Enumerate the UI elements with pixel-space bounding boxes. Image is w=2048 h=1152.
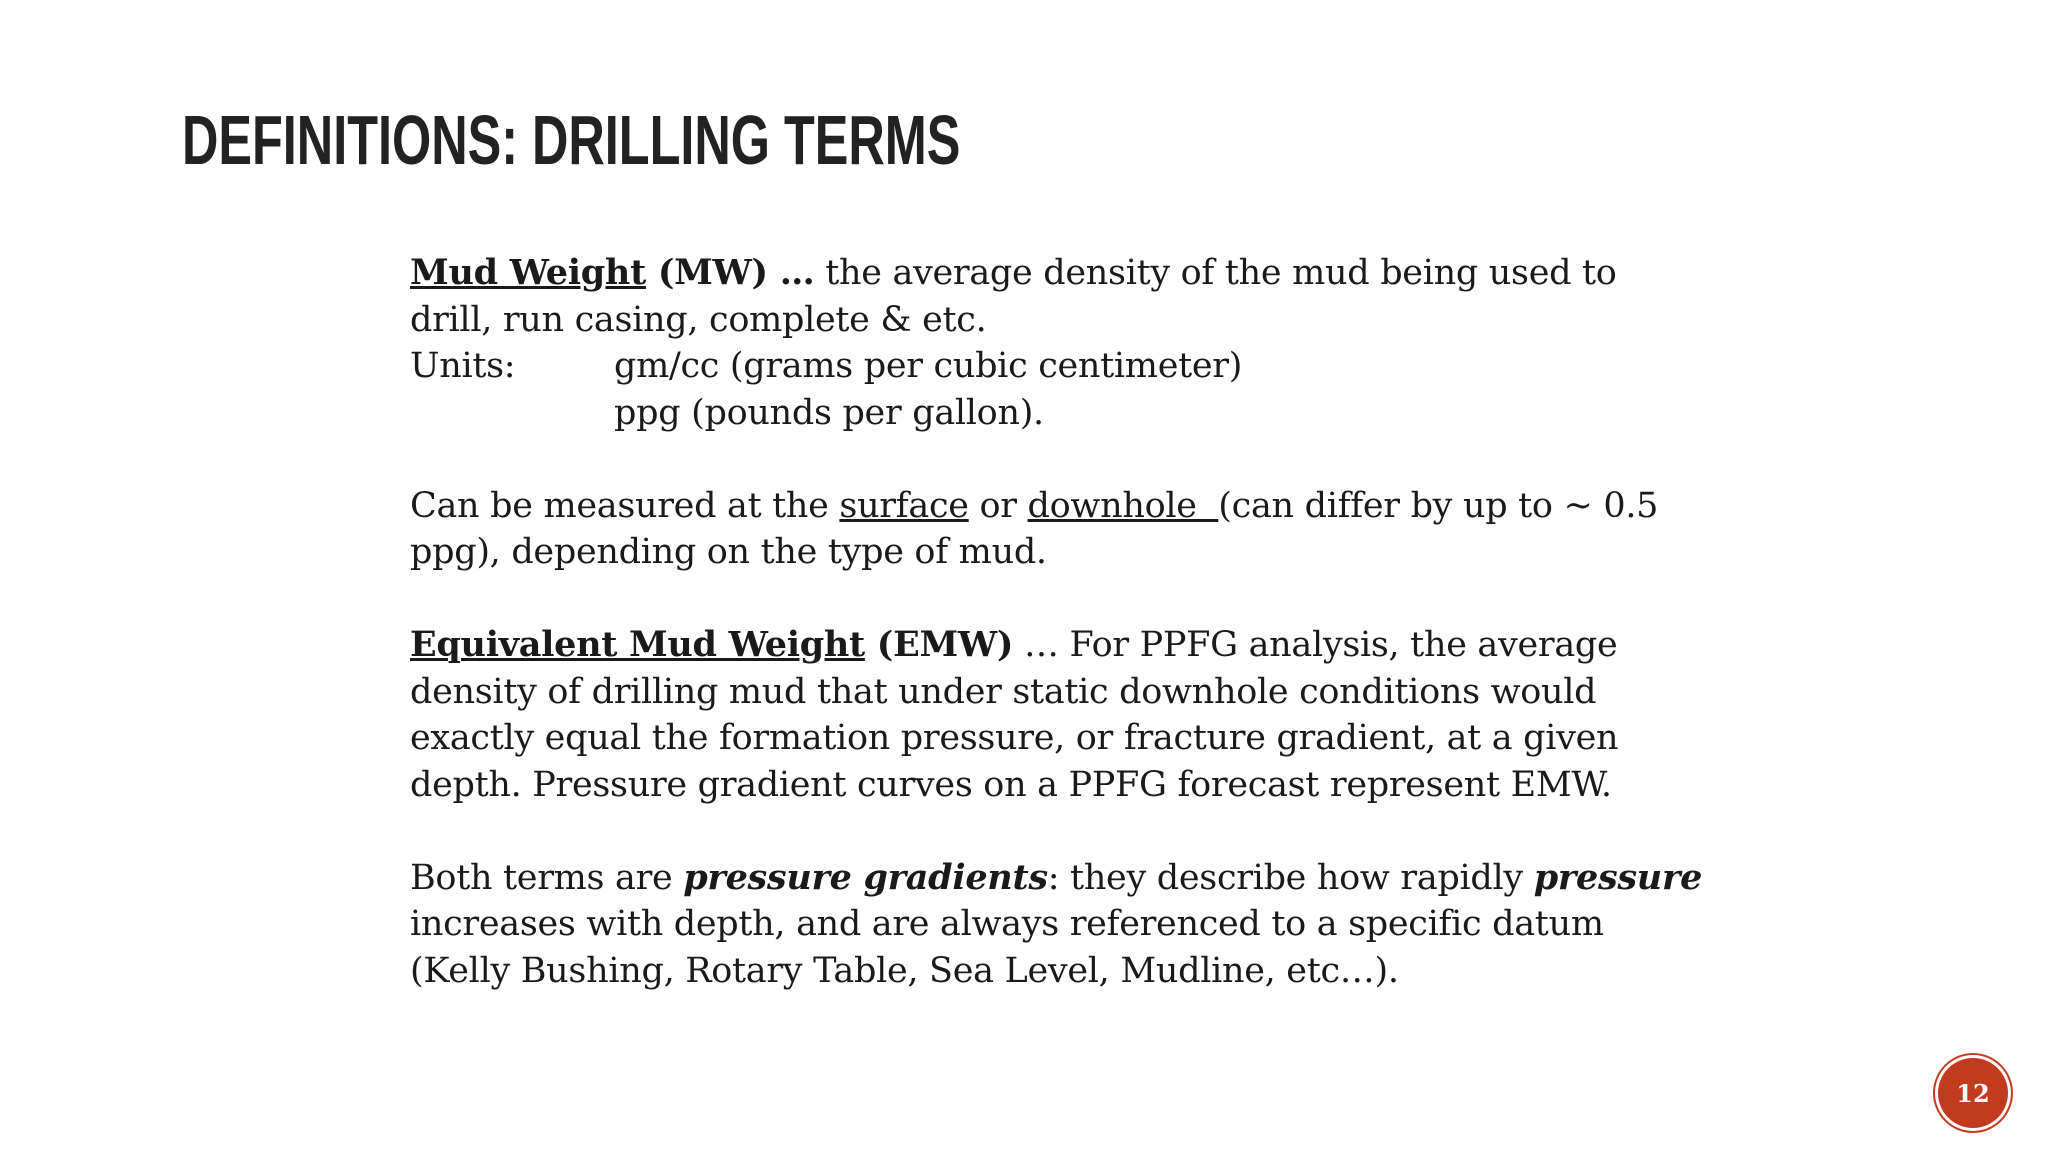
both-terms-text-b: : they describe how rapidly bbox=[1047, 857, 1534, 898]
measurement-line-2: ppg), depending on the type of mud. bbox=[410, 532, 1047, 572]
units-line-1 bbox=[410, 343, 1710, 390]
emw-line-1 bbox=[410, 622, 1710, 669]
emw-line-2: density of drilling mud that under static downhole conditions would bbox=[410, 671, 1597, 712]
page-number: 12 bbox=[1956, 1078, 1990, 1108]
emw-line-3: exactly equal the formation pressure, or fracture gradient, at a given bbox=[410, 718, 1619, 758]
emw-definition bbox=[410, 622, 1710, 808]
units-line-2 bbox=[410, 390, 1710, 437]
slide-title: DEFINITIONS: DRILLING TERMS bbox=[182, 101, 961, 179]
both-terms-line-3: (Kelly Bushing, Rotary Table, Sea Level, Mudline, etc…). bbox=[410, 950, 1399, 991]
measurement-line-1 bbox=[410, 483, 1710, 530]
emw-abbr: (EMW) bbox=[864, 624, 1014, 665]
pressure-term: pressure bbox=[1533, 856, 1703, 898]
measurement-text-b: (can differ by up to ~ 0.5 bbox=[1218, 485, 1659, 526]
mud-weight-term: Mud Weight bbox=[410, 252, 646, 293]
measurement-or: or bbox=[968, 485, 1028, 526]
both-terms-text-a: Both terms are bbox=[410, 857, 684, 898]
mud-weight-abbr: (MW) … bbox=[645, 252, 815, 293]
emw-term: Equivalent Mud Weight bbox=[410, 624, 865, 665]
page-number-badge bbox=[1938, 1058, 2008, 1128]
mud-weight-text: the average density of the mud being used to bbox=[814, 253, 1617, 293]
mud-weight-line-1 bbox=[410, 250, 1710, 297]
mud-weight-line-2: drill, run casing, complete & etc. bbox=[410, 299, 987, 340]
unit-gmcc: gm/cc (grams per cubic centimeter) bbox=[614, 346, 1243, 386]
both-terms-line-1 bbox=[410, 855, 1710, 902]
units-label: Units: bbox=[410, 346, 516, 386]
unit-ppg: ppg (pounds per gallon). bbox=[614, 392, 1044, 433]
both-terms-line-2: increases with depth, and are always referenced to a specific datum bbox=[410, 904, 1604, 944]
measurement-text-a: Can be measured at the bbox=[410, 485, 840, 526]
mud-weight-definition bbox=[410, 250, 1710, 436]
emw-text: … For PPFG analysis, the average bbox=[1013, 625, 1618, 665]
slide-body bbox=[410, 250, 1710, 1041]
surface-term: surface bbox=[839, 485, 969, 526]
measurement-note bbox=[410, 483, 1710, 576]
downhole-term: downhole bbox=[1027, 485, 1219, 526]
pressure-gradients-term: pressure gradients bbox=[683, 856, 1048, 898]
emw-line-4: depth. Pressure gradient curves on a PPFG forecast represent EMW. bbox=[410, 764, 1612, 805]
pressure-gradients-note bbox=[410, 855, 1710, 995]
